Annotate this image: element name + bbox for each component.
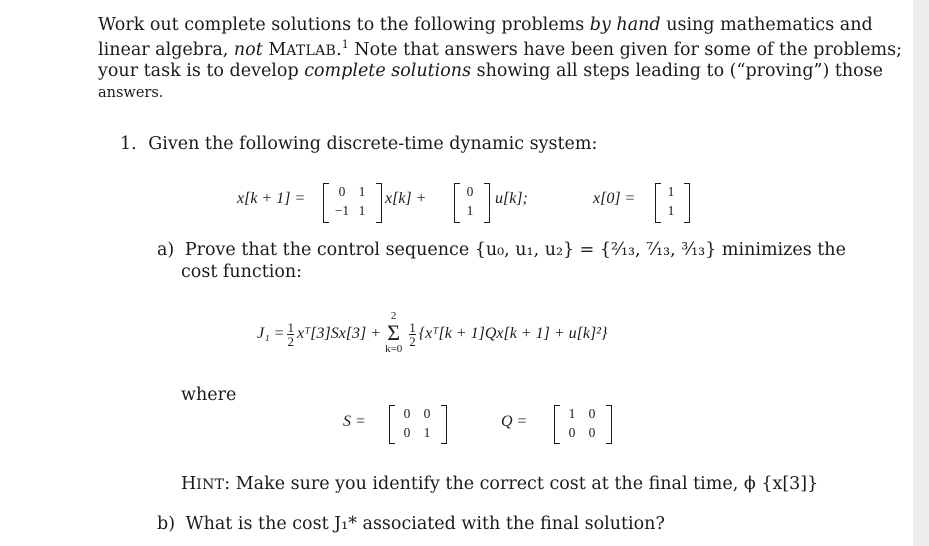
part-a-label: a) bbox=[157, 240, 175, 260]
matrix-a-left-bracket bbox=[323, 183, 329, 223]
vertical-scrollbar[interactable] bbox=[913, 0, 929, 546]
intro-line-2: linear algebra, not MATLAB.$^1$ Note that answers have been given for some of the problems; bbox=[98, 38, 902, 60]
hint bbox=[181, 474, 818, 494]
matrix-x0-right-bracket bbox=[684, 183, 690, 223]
part-a-line-2: cost function: bbox=[181, 262, 303, 282]
part-b-label: b) bbox=[157, 514, 176, 534]
problem-1-heading bbox=[120, 134, 597, 154]
terminal-cost: xᵀ[3]Sx[3] + bbox=[296, 325, 382, 342]
part-a-text: Prove that the control sequence {u₀, u₁, u₂} = {²⁄₁₃, ⁷⁄₁₃, ³⁄₁₃} minimizes the bbox=[184, 240, 846, 260]
hint-lead: H bbox=[181, 474, 197, 494]
part-a-line-1 bbox=[157, 240, 846, 260]
problem-number: 1. bbox=[120, 134, 137, 154]
fraction-half: $\frac{1}{2}$ bbox=[287, 319, 294, 349]
cost-function bbox=[257, 312, 607, 356]
intro-text: using mathematics and bbox=[660, 15, 873, 35]
summation: 2 Σ k=0 bbox=[385, 310, 403, 355]
emphasis-complete-solutions: complete solutions bbox=[304, 61, 472, 81]
matlab-lead: M bbox=[268, 39, 287, 60]
part-b-text: What is the cost J₁* associated with the final solution? bbox=[185, 514, 665, 534]
cost-lhs: J₁ = bbox=[257, 325, 285, 342]
matrix-a-right-bracket bbox=[376, 183, 382, 223]
intro-line-1 bbox=[98, 15, 873, 35]
hint-rest: INT bbox=[196, 477, 225, 493]
matrix-q-right-bracket bbox=[606, 405, 612, 444]
matrix-x0: 1 1 bbox=[667, 184, 675, 218]
matlab-name bbox=[268, 40, 336, 60]
intro-text: linear algebra, bbox=[98, 39, 234, 60]
intro-line-4: answers. bbox=[98, 85, 164, 101]
system-x-k: x[k] + bbox=[385, 190, 427, 207]
matrix-s-right-bracket bbox=[441, 405, 447, 444]
hint-text: : Make sure you identify the correct cost at the final time, ϕ {x[3]} bbox=[224, 474, 819, 494]
matrix-b-right-bracket bbox=[484, 183, 490, 223]
where-label: where bbox=[181, 385, 237, 405]
matrix-s: 0 0 0 1 bbox=[403, 406, 431, 440]
intro-text: Work out complete solutions to the following problems bbox=[98, 15, 590, 35]
intro-text: Note that answers have been given for some of the problems; bbox=[348, 39, 902, 60]
emphasis-by-hand: by hand bbox=[589, 15, 661, 35]
fraction-half-2: $\frac{1}{2}$ bbox=[409, 319, 416, 349]
matrix-a: 0 1 −1 1 bbox=[334, 184, 366, 218]
system-lhs: x[k + 1] = bbox=[237, 190, 306, 207]
matrix-q-left-bracket bbox=[554, 405, 560, 444]
initial-state-label: x[0] = bbox=[593, 190, 636, 207]
matrix-s-left-bracket bbox=[389, 405, 395, 444]
matrix-b: 0 1 bbox=[466, 184, 474, 218]
emphasis-not: not bbox=[233, 39, 263, 60]
intro-line-3 bbox=[98, 61, 883, 81]
intro-text: showing all steps leading to (“proving”) those bbox=[471, 61, 884, 81]
system-u-k: u[k]; bbox=[495, 190, 528, 207]
stage-cost: {xᵀ[k + 1]Qx[k + 1] + u[k]²} bbox=[418, 325, 608, 342]
s-matrix-label: S = bbox=[343, 413, 366, 430]
part-b bbox=[157, 514, 665, 534]
q-matrix-label: Q = bbox=[501, 413, 528, 430]
matrix-q: 1 0 0 0 bbox=[568, 406, 596, 440]
footnote-marker[interactable]: 1 bbox=[341, 38, 349, 51]
intro-text: your task is to develop bbox=[98, 61, 305, 81]
problem-statement: Given the following discrete-time dynamic system: bbox=[148, 134, 598, 154]
matlab-rest: ATLAB bbox=[286, 42, 337, 59]
